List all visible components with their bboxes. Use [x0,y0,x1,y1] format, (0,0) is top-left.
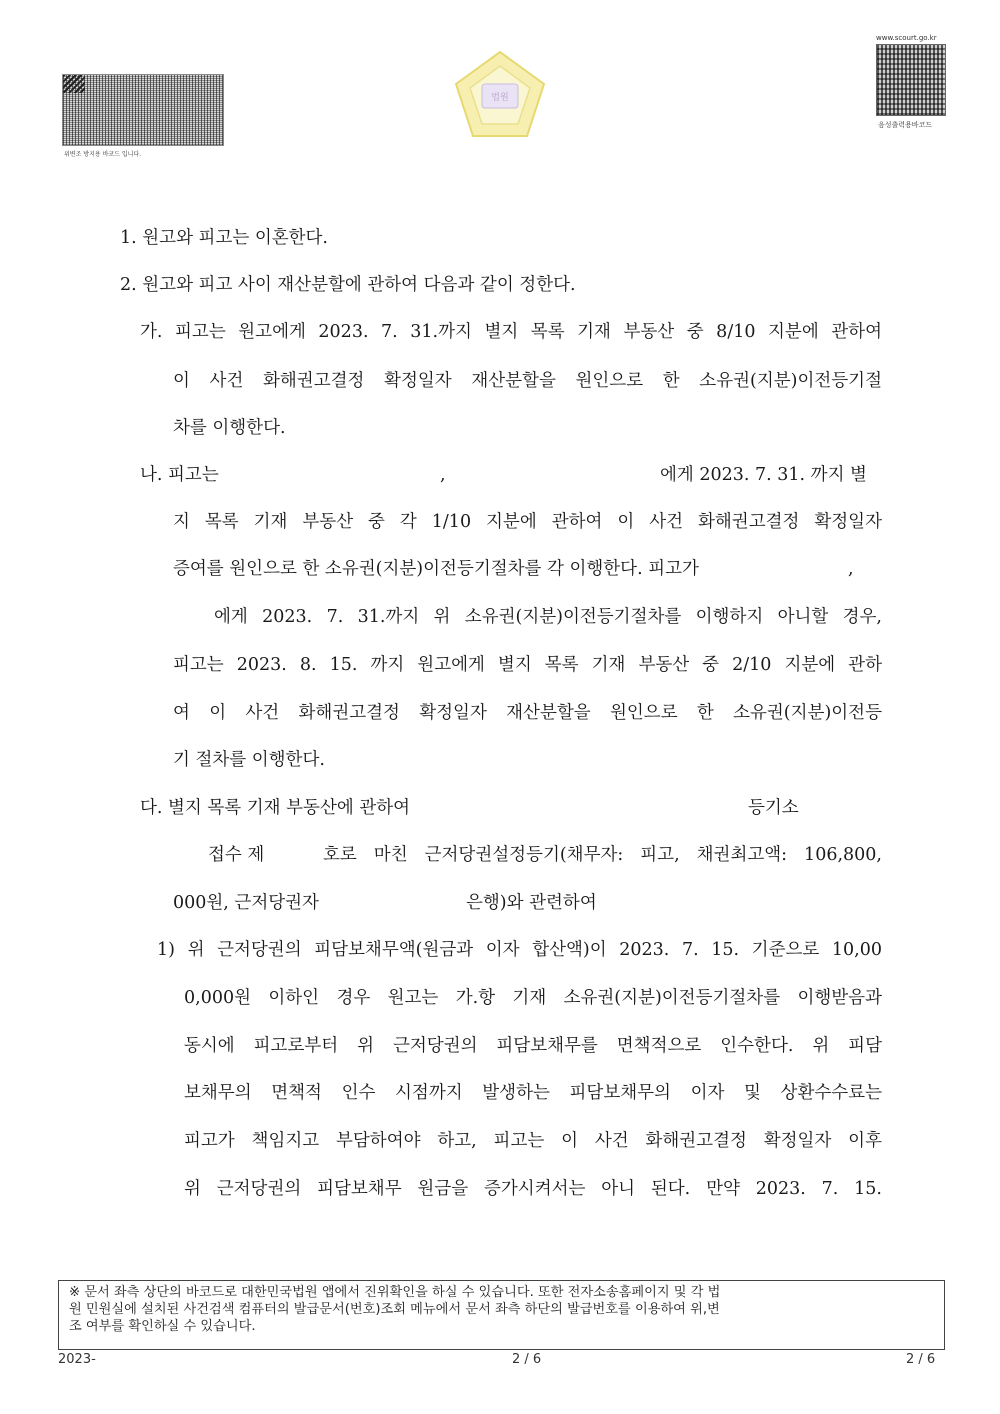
clause-na-line4: 에게 2023. 7. 31.까지 위 소유권(지분)이전등기절차를 이행하지 아니할 경우, [214,607,882,627]
subclause-1-line5: 피고가 책임지고 부담하여야 하고, 피고는 이 사건 화해권고결정 확정일자 이후 [184,1131,882,1151]
seal-text: 법원 [491,93,509,103]
clause-da-line2-start: 접수 제 [208,845,265,865]
clause-ga-line1: 가. 피고는 원고에게 2023. 7. 31.까지 별지 목록 기재 부동산 중 8/10 지분에 관하여 [140,322,882,342]
clause-na-line5: 피고는 2023. 8. 15. 까지 원고에게 별지 목록 기재 부동산 중 2/10 지분에 관하 [173,655,882,675]
clause-da-line2-rest: 호로 마친 근저당권설정등기(채무자: 피고, 채권최고액: 106,800, [323,845,882,865]
page-number-center: 2 / 6 [512,1352,542,1367]
clause-na-line1-end: 에게 2023. 7. 31. 까지 별 [660,465,867,485]
clause-da-line1-registry: 등기소 [748,798,799,818]
notice-line-2: 원 민원실에 설치된 사건검색 컴퓨터의 발급문서(번호)조회 메뉴에서 문서 좌측 하단의 발급번호를 이용하여 위,변 [69,1302,720,1317]
anti-forgery-barcode [62,74,224,146]
barcode-caption: 위변조 방지용 바코드 입니다. [64,151,142,158]
clause-na-line1-comma: , [440,465,446,485]
verification-notice [58,1280,945,1350]
clause-na-line1-start: 나. 피고는 [140,465,219,485]
notice-line-1: ※ 문서 좌측 상단의 바코드로 대한민국법원 앱에서 진위확인을 하실 수 있습니다. 또한 전자소송홈페이지 및 각 법 [69,1285,721,1300]
subclause-1-line2: 0,000원 이하인 경우 원고는 가.항 기재 소유권(지분)이전등기절차를 이행받음과 [184,988,882,1008]
clause-na-line7: 기 절차를 이행한다. [173,750,325,770]
notice-line-3: 조 여부를 확인하실 수 있습니다. [69,1319,256,1334]
clause-da-line3-start: 000원, 근저당권자 [173,893,319,913]
clause-ga-line2: 이 사건 화해권고결정 확정일자 재산분할을 원인으로 한 소유권(지분)이전등기절 [173,371,882,391]
item-1: 1. 원고와 피고는 이혼한다. [120,228,328,248]
clause-ga-line3: 차를 이행한다. [173,418,286,438]
subclause-1-line6: 위 근저당권의 피담보채무 원금을 증가시켜서는 아니 된다. 만약 2023. 7. 15. [184,1179,882,1199]
subclause-1-line1: 1) 위 근저당권의 피담보채무액(원금과 이자 합산액)이 2023. 7. 15. 기준으로 10,00 [157,940,882,960]
subclause-1-line3: 동시에 피고로부터 위 근저당권의 피담보채무를 면책적으로 인수한다. 위 피담 [184,1036,882,1056]
subclause-1-line4: 보채무의 면책적 인수 시점까지 발생하는 피담보채무의 이자 및 상환수수료는 [184,1083,882,1103]
item-2: 2. 원고와 피고 사이 재산분할에 관하여 다음과 같이 정한다. [120,275,576,295]
clause-na-line2: 지 목록 기재 부동산 중 각 1/10 지분에 관하여 이 사건 화해권고결정 확정일자 [173,512,882,532]
clause-na-line3: 증여를 원인으로 한 소유권(지분)이전등기절차를 각 이행한다. 피고가 [173,559,699,579]
court-url: www.scourt.go.kr [876,34,937,42]
clause-da-line3-end: 은행)와 관련하여 [466,893,597,913]
clause-na-line3-comma: , [848,559,854,579]
issue-number: 2023- [58,1352,96,1367]
page-number-right: 2 / 6 [906,1352,936,1367]
clause-na-line6: 여 이 사건 화해권고결정 확정일자 재산분할을 원인으로 한 소유권(지분)이전등 [173,703,882,723]
clause-da-line1-start: 다. 별지 목록 기재 부동산에 관하여 [140,798,411,818]
qr-caption: 음성출력용바코드 [878,121,933,129]
voice-output-barcode [876,44,946,116]
